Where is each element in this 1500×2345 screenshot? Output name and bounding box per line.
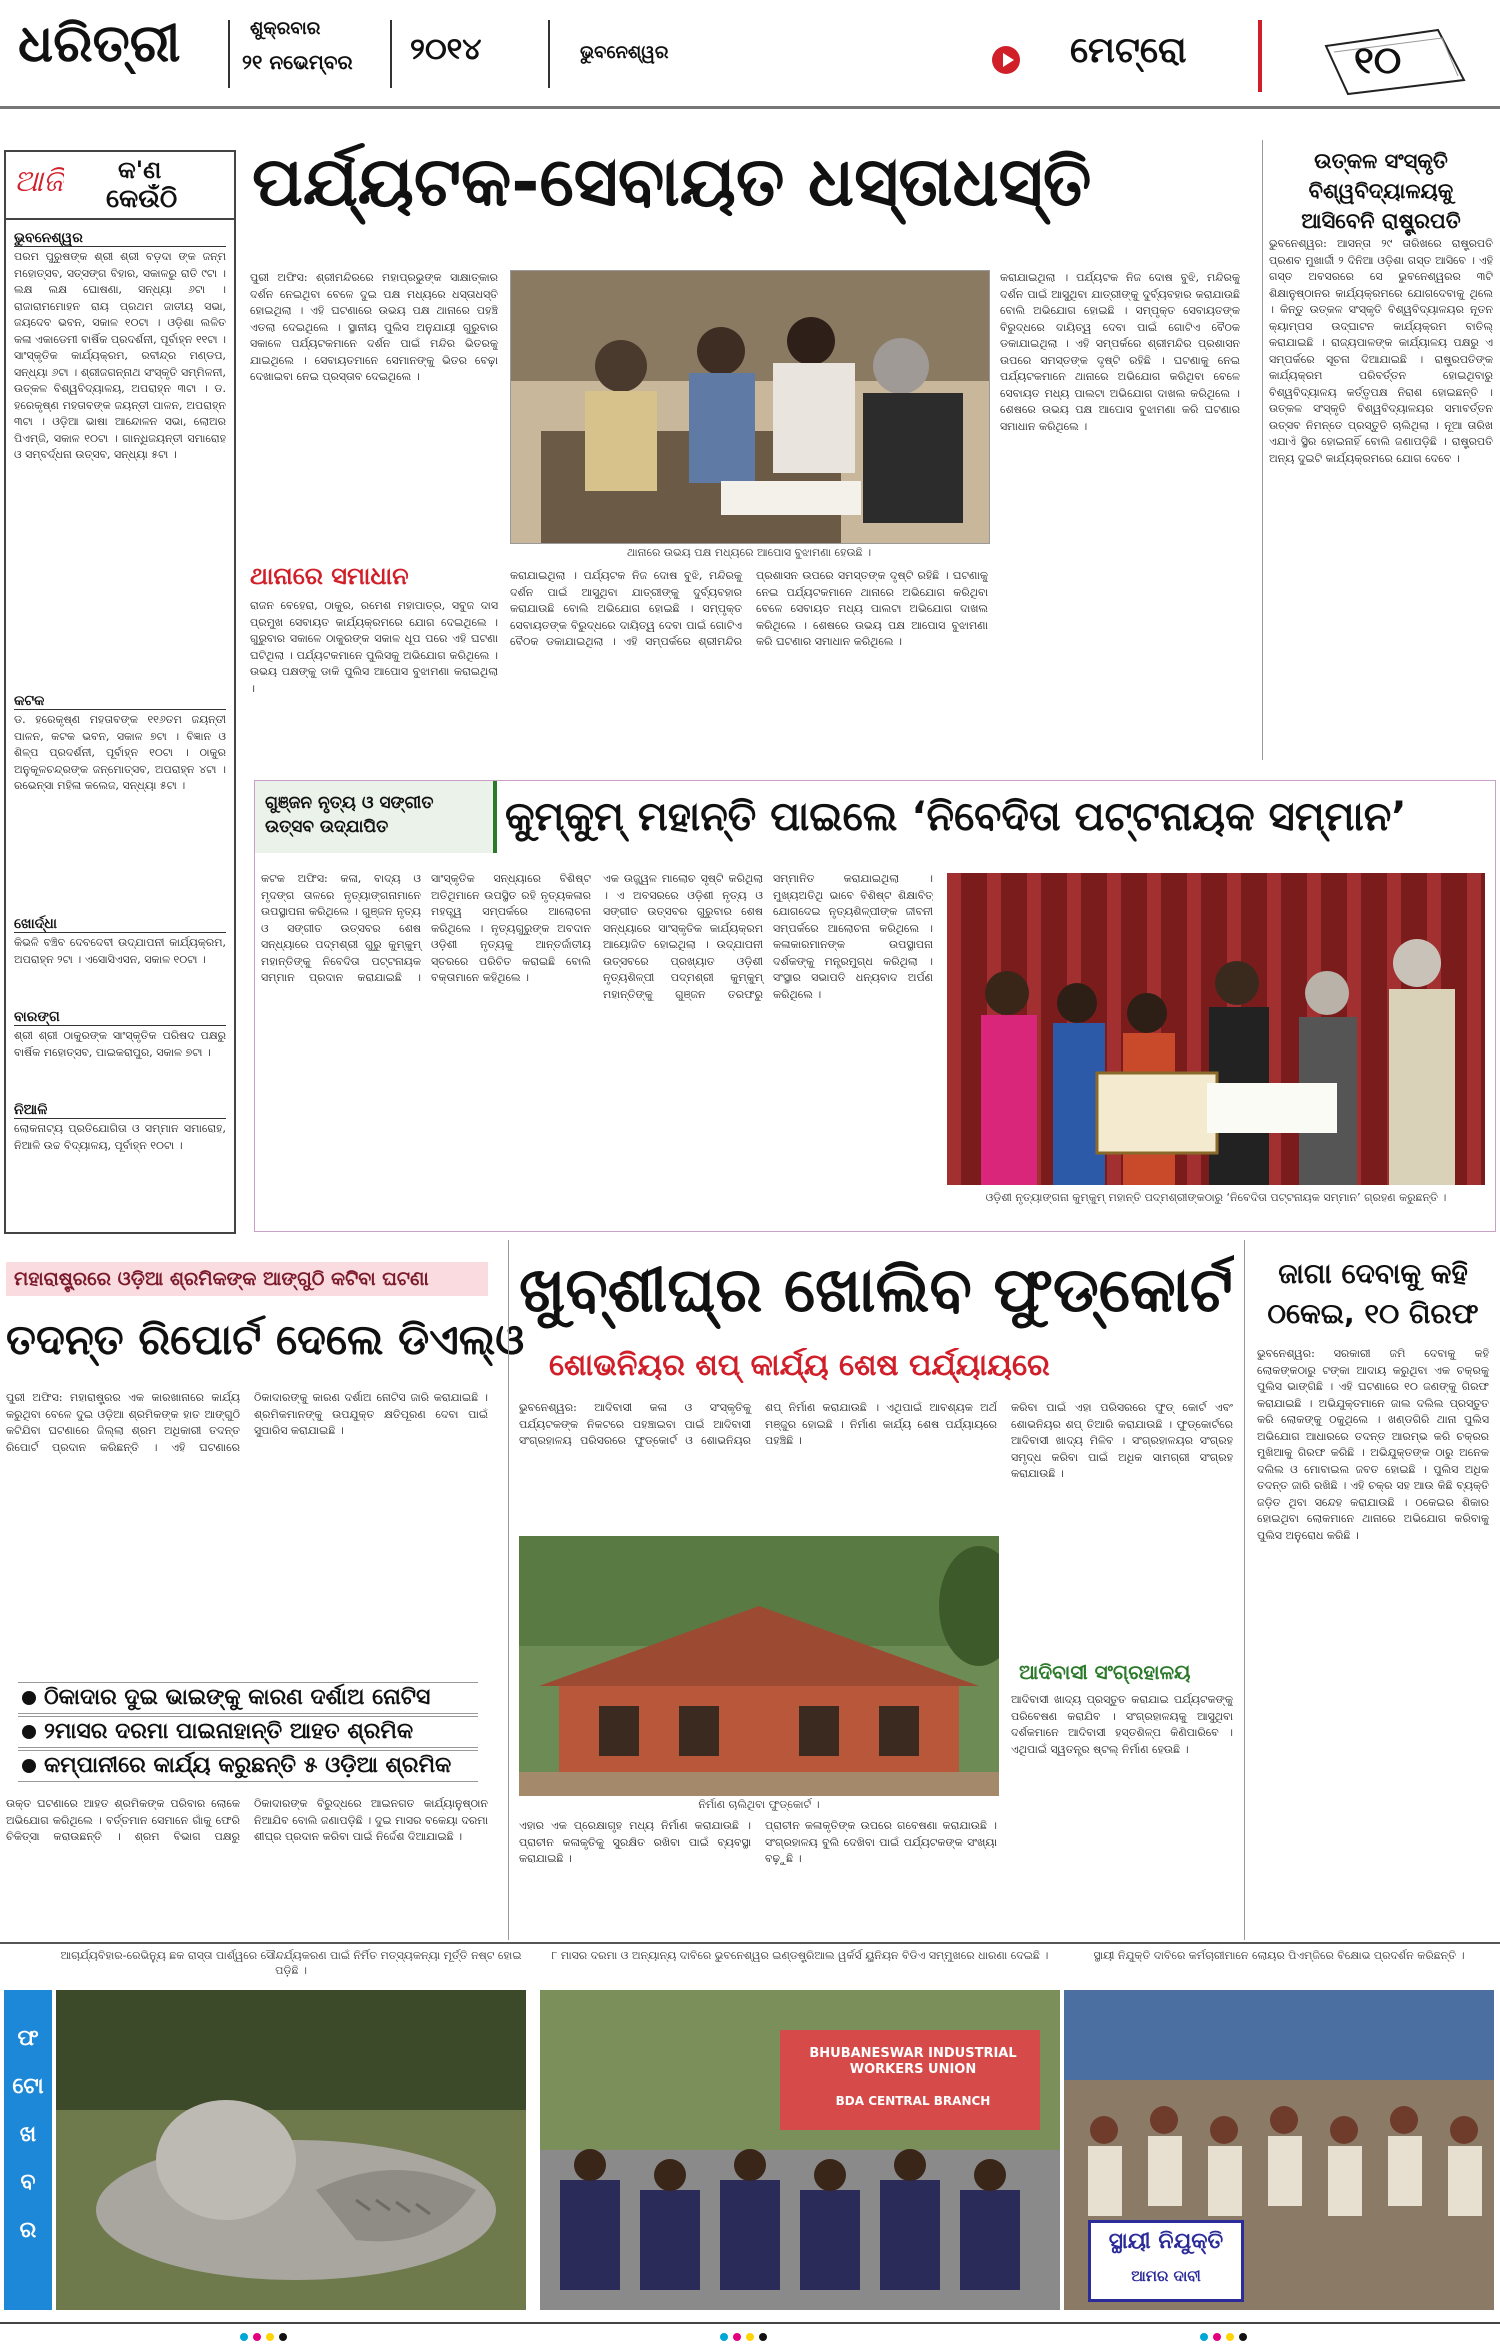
story5-photo (519, 1536, 999, 1796)
sidebar-listings (14, 226, 226, 1226)
story5-subhead: ଶୋଭନିୟର ଶପ୍ କାର୍ଯ୍ୟ ଶେଷ ପର୍ଯ୍ୟାୟରେ (549, 1348, 1050, 1383)
story1-headline: ପର୍ଯ୍ୟଟକ-ସେବାୟତ ଧସ୍ତାଧସ୍ତି (252, 143, 1092, 222)
story4-bullet: କମ୍ପାନୀରେ କାର୍ଯ୍ୟ କରୁଛନ୍ତି ୫ ଓଡ଼ିଆ ଶ୍ରମିକ (18, 1750, 478, 1782)
story4-headline: ତଦନ୍ତ ରିପୋର୍ଟ ଦେଲେ ଡିଏଲ୍‌ଓ (6, 1315, 525, 1364)
sidebar-section-title: ବାରଙ୍ଗ (14, 1009, 226, 1026)
photo-feature (0, 1946, 1500, 2318)
story1-col1: ପୁରୀ ଅଫିସ: ଶ୍ରୀମନ୍ଦିରରେ ମହାପ୍ରଭୁଙ୍କ ସାକ୍ଷାତ୍‌କାର ଦର୍ଶନ ନେଇଥିବା ବେଳେ ଦୁଇ ପକ୍ଷ ମଧ୍ୟରେ ଧସ୍ତାଧସ୍ତି ହୋଇଥିଲା । ଏହି ଘଟଣାରେ ଉଭୟ ପକ୍ଷ ଥାନାରେ ପହଞ୍ଚି ଏତଲା ଦେଇଥିଲେ । ସ୍ଥାନୀୟ ପୁଲିସ ଅନୁଯାୟୀ ଗୁରୁବାର ସକାଳେ ପର୍ଯ୍ୟଟକମାନେ ଦର୍ଶନ ପାଇଁ ମନ୍ଦିର ଭିତରକୁ ଯାଇଥିଲେ । ସେବାୟତମାନେ ସେମାନଙ୍କୁ ଭିତର ବେଢ଼ା ଦେଖାଇବା ନେଇ ପ୍ରସ୍ତାବ ଦେଇଥିଲେ । (250, 271, 498, 383)
story4-bullet: ୨ମାସର ଦରମା ପାଇନାହାନ୍ତି ଆହତ ଶ୍ରମିକ (18, 1716, 478, 1748)
story5-bottom: ଏହାର ଏକ ପ୍ରେକ୍ଷାଗୃହ ମଧ୍ୟ ନିର୍ମାଣ କରାଯାଉଛି । ପ୍ରାଚୀନ କଳାକୃତିକୁ ସୁରକ୍ଷିତ ରଖିବା ପାଇଁ ବ୍ୟବସ୍ଥା କରାଯାଇଛି । (519, 1819, 751, 1865)
bullet-icon (22, 1691, 36, 1705)
story5-headline: ଖୁବ୍‌ଶୀଘ୍ର ଖୋଲିବ ଫୁଡ୍‌କୋର୍ଟ (519, 1253, 1233, 1326)
bullet-icon (22, 1759, 36, 1773)
sidebar-section-body: କିଭଳି ବଞ୍ଚିବ ଦେବଦେବୀ ଉଦ୍‌ଯାପନୀ କାର୍ଯ୍ୟକ୍ରମ, ଅପରାହ୍ନ ୨ଟା । ଏସୋସିଏସନ, ସକାଳ ୧୦ଟା । (14, 936, 226, 966)
events-sidebar (4, 150, 236, 1234)
sidebar-section-title: ଭୁବନେଶ୍ୱର (14, 230, 226, 247)
story2-body: ଭୁବନେଶ୍ୱର: ଆସନ୍ତା ୨୯ ତାରିଖରେ ରାଷ୍ଟ୍ରପତି ପ୍ରଣବ ମୁଖାର୍ଜୀ ୨ ଦିନିଆ ଓଡ଼ିଶା ଗସ୍ତ ଆସିବେ । ଏହି ଗସ୍ତ ଅବସରରେ ସେ ଭୁବନେଶ୍ୱରର ୩ଟି ଶିକ୍ଷାନୁଷ୍ଠାନର କାର୍ଯ୍ୟକ୍ରମରେ ଯୋଗଦେବାକୁ ଥିଲେ । କିନ୍ତୁ ଉତ୍କଳ ସଂସ୍କୃତି ବିଶ୍ୱବିଦ୍ୟାଳୟର ନୂତନ କ୍ୟାମ୍ପସ ଉଦ୍‌ଘାଟନ କାର୍ଯ୍ୟକ୍ରମ ବାତିଲ୍ କରାଯାଇଛି । ରାଜ୍ୟପାଳଙ୍କ କାର୍ଯ୍ୟାଳୟ ପକ୍ଷରୁ ଏ ସମ୍ପର୍କରେ ସୂଚନା ଦିଆଯାଇଛି । ରାଷ୍ଟ୍ରପତିଙ୍କ କାର୍ଯ୍ୟକ୍ରମ ପରିବର୍ତ୍ତନ ହୋଇଥିବାରୁ ବିଶ୍ୱବିଦ୍ୟାଳୟ କର୍ତ୍ତୃପକ୍ଷ ନିରାଶ ହୋଇଛନ୍ତି । ଉତ୍କଳ ସଂସ୍କୃତି ବିଶ୍ୱବିଦ୍ୟାଳୟର ସମାବର୍ତ୍ତନ ଉତ୍ସବ ନିମନ୍ତେ ପ୍ରସ୍ତୁତି ଚାଲିଥିଲା । ନୂଆ ତାରିଖ ଏଯାଏଁ ସ୍ଥିର ହୋଇନାହିଁ ବୋଲି ଜଣାପଡ଼ିଛି । ରାଷ୍ଟ୍ରପତି ଅନ୍ୟ ଦୁଇଟି କାର୍ଯ୍ୟକ୍ରମରେ ଯୋଗ ଦେବେ । (1269, 237, 1493, 465)
story4-kicker: ମହାରାଷ୍ଟ୍ରରେ ଓଡ଼ିଆ ଶ୍ରମିକଙ୍କ ଆଙ୍ଗୁଠି କଟିବା ଘଟଣା (6, 1262, 488, 1296)
story-president-visit (1262, 140, 1495, 760)
protest-banner-text: BHUBANESWAR INDUSTRIAL WORKERS UNION (809, 2046, 1017, 2077)
photo-feature-label-char: ର (19, 2218, 37, 2243)
story6-body: ଭୁବନେଶ୍ୱର: ସରକାରୀ ଜମି ଦେବାକୁ କହି ଲୋକଙ୍କଠାରୁ ଟଙ୍କା ଆଦାୟ କରୁଥିବା ଏକ ଚକ୍ରକୁ ପୁଲିସ ଭାଙ୍ଗିଛି । ଏହି ଘଟଣାରେ ୧୦ ଜଣଙ୍କୁ ଗିରଫ କରାଯାଇଛି । ଅଭିଯୁକ୍ତମାନେ ଜାଲ ଦଲିଲ ପ୍ରସ୍ତୁତ କରି ଲୋକଙ୍କୁ ଠକୁଥିଲେ । ଖଣ୍ଡଗିରି ଥାନା ପୁଲିସ ଅଭିଯୋଗ ଆଧାରରେ ତଦନ୍ତ ଆରମ୍ଭ କରି ଚକ୍ରର ମୁଖିଆକୁ ଗିରଫ କରିଛି । ଅଭିଯୁକ୍ତଙ୍କ ଠାରୁ ଅନେକ ଦଲିଲ ଓ ମୋବାଇଲ ଜବତ ହୋଇଛି । ପୁଲିସ ଅଧିକ ତଦନ୍ତ ଜାରି ରଖିଛି । ଏହି ଚକ୍ର ସହ ଆଉ କିଛି ବ୍ୟକ୍ତି ଜଡ଼ିତ ଥିବା ସନ୍ଦେହ କରାଯାଉଛି । ଠକେଇର ଶିକାର ହୋଇଥିବା ଲୋକମାନେ ଥାନାରେ ଅଭିଯୋଗ କରିବାକୁ ପୁଲିସ ଅନୁରୋଧ କରିଛି । (1257, 1347, 1489, 1542)
play-icon (992, 46, 1020, 74)
sidebar-section-body: ପରମ ପୁରୁଷଙ୍କ ଶ୍ରୀ ଶ୍ରୀ ବଡ଼ଦା ଙ୍କ ଜନ୍ମ ମହୋତ୍ସବ, ସତ୍ସଙ୍ଗ ବିହାର, ସକାଳରୁ ରାତି ୯ଟା । ଲକ୍ଷ ଲକ୍ଷ ଘୋଷଣା, ସନ୍ଧ୍ୟା ୬ଟା । ରାଜାରାମମୋହନ ରାୟ ପ୍ରଥମ ଜାତୀୟ ସଭା, ଜୟଦେବ ଭବନ, ସକାଳ ୧୦ଟା । ଓଡ଼ିଶା ଲଳିତ କଳା ଏକାଡେମୀ ବାର୍ଷିକ ପ୍ରଦର୍ଶନୀ, ପୂର୍ବାହ୍ନ ୧୧ଟା । ସାଂସ୍କୃତିକ କାର୍ଯ୍ୟକ୍ରମ, ରବୀନ୍ଦ୍ର ମଣ୍ଡପ, ସନ୍ଧ୍ୟା ୬ଟା । ଶ୍ରୀଜଗନ୍ନାଥ ସଂସ୍କୃତି ସମ୍ମିଳନୀ, ଉତ୍କଳ ବିଶ୍ୱବିଦ୍ୟାଳୟ, ଅପରାହ୍ନ ୩ଟା । ଡ. ହରେକୃଷ୍ଣ ମହତାବଙ୍କ ଜୟନ୍ତୀ ପାଳନ, ଅପରାହ୍ନ ୩ଟା । ଓଡ଼ିଆ ଭାଷା ଆନ୍ଦୋଳନ ସଭା, ଲୋଅର ପିଏମ୍‌ଜି, ସକାଳ ୧୦ଟା । ଗାନ୍ଧିଜୟନ୍ତୀ ସମାରୋହ ଓ ସମ୍ବର୍ଦ୍ଧନା ଉତ୍ସବ, ସନ୍ଧ୍ୟା ୫ଟା । (14, 250, 226, 461)
photo-feature-caption: ସ୍ଥାୟୀ ନିଯୁକ୍ତି ଦାବିରେ କର୍ମଚାରୀମାନେ ଲୋୟର ପିଏମ୍‌ଜିରେ ବିକ୍ଷୋଭ ପ୍ରଦର୍ଶନ କରିଛନ୍ତି । (1093, 1949, 1465, 1962)
story3-label-box (255, 781, 497, 853)
masthead (0, 0, 1500, 112)
story-tourist-scuffle (250, 130, 1250, 770)
story3-headline: କୁମ୍‌କୁମ୍ ମହାନ୍ତି ପାଇଲେ ‘ନିବେଦିତା ପଟ୍ଟନାୟକ ସମ୍ମାନ’ (505, 794, 1407, 840)
story5-col2: ଆଦିବାସୀ ଖାଦ୍ୟ ପ୍ରସ୍ତୁତ କରାଯାଇ ପର୍ଯ୍ୟଟକଙ୍କୁ ପରିବେଷଣ କରାଯିବ । ସଂଗ୍ରହାଳୟକୁ ଆସୁଥିବା ଦର୍ଶକମାନେ ଆଦିବାସୀ ହସ୍ତଶିଳ୍ପ କିଣିପାରିବେ । ଏଥିପାଇଁ ସ୍ୱତନ୍ତ୍ର ଷ୍ଟଲ୍ ନିର୍ମାଣ ହେଉଛି । (1011, 1693, 1233, 1756)
photo-feature-caption: ଆଚାର୍ଯ୍ୟବିହାର-ରେଭିନ୍ୟୁ ଛକ ରାସ୍ତା ପାର୍ଶ୍ୱରେ ସୌନ୍ଦର୍ଯ୍ୟକରଣ ପାଇଁ ନିର୍ମିତ ମତ୍ସ୍ୟକନ୍ୟା ମୂର୍ତ୍ତି ନଷ୍ଟ ହୋଇ ପଡ଼ିଛି । (60, 1949, 522, 1977)
protest-placard (1088, 2220, 1244, 2302)
sidebar-tag-right-1: କ'ଣ (118, 156, 162, 184)
registration-marks (720, 2326, 780, 2336)
story3-label: ଗୁଞ୍ଜନ ନୃତ୍ୟ ଓ ସଙ୍ଗୀତ ଉତ୍ସବ ଉଦ୍‌ଯାପିତ (265, 793, 434, 837)
story1-col2: କରାଯାଇଥିଲା । ପର୍ଯ୍ୟଟକ ନିଜ ଦୋଷ ବୁଝି, ମନ୍ଦିରକୁ ଦର୍ଶନ ପାଇଁ ଆସୁଥିବା ଯାତ୍ରୀଙ୍କୁ ଦୁର୍ବ୍ୟବହାର କରାଯାଉଛି ବୋଲି ଅଭିଯୋଗ ହୋଇଛି । ସମ୍ପୃକ୍ତ ସେବାୟତଙ୍କ ବିରୁଦ୍ଧରେ ଦାୟିତ୍ୱ ଦେବା ପାଇଁ ଗୋଟିଏ ବୈଠକ ଡକାଯାଇଥିଲା । ଏହି ସମ୍ପର୍କରେ ଶ୍ରୀମନ୍ଦିର ପ୍ରଶାସନ ଉପରେ ସମସ୍ତଙ୍କ ଦୃଷ୍ଟି ରହିଛି । ଘଟଣାକୁ ନେଇ ପର୍ଯ୍ୟଟକମାନେ ଥାନାରେ ଅଭିଯୋଗ କରିଥିବା ବେଳେ ସେବାୟତ ମଧ୍ୟ ପାଲଟା ଅଭିଯୋଗ ଦାଖଲ କରିଥିଲେ । ଶେଷରେ ଉଭୟ ପକ୍ଷ ଆପୋସ ବୁଝାମଣା କରି ଘଟଣାର ସମାଧାନ କରିଥିଲେ । (510, 569, 988, 648)
story3-photo-caption: ଓଡ଼ିଶୀ ନୃତ୍ୟାଙ୍ଗନା କୁମ୍‌କୁମ୍ ମହାନ୍ତି ପଦ୍ମଶ୍ରୀଙ୍କଠାରୁ ‘ନିବେଦିତା ପଟ୍ଟନାୟକ ସମ୍ମାନ’ ଗ୍ରହଣ କରୁଛନ୍ତି । (985, 1191, 1447, 1204)
story1-photo-caption: ଥାନାରେ ଉଭୟ ପକ୍ଷ ମଧ୍ୟରେ ଆପୋସ ବୁଝାମଣା ହେଉଛି । (626, 546, 872, 559)
photo-feature-label-char: ଖ (19, 2122, 37, 2147)
photo-feature-label-char: ଟୋ (12, 2074, 44, 2099)
issue-city: ଭୁବନେଶ୍ୱର (580, 42, 669, 63)
story5-inset-label: ଆଦିବାସୀ ସଂଗ୍ରହାଳୟ (1019, 1660, 1191, 1684)
story-food-court (508, 1240, 1239, 1940)
story2-headline: ଉତ୍କଳ ସଂସ୍କୃତି ବିଶ୍ୱବିଦ୍ୟାଳୟକୁ ଆସିବେନି ରାଷ୍ଟ୍ରପତି (1301, 149, 1461, 233)
issue-date: ୨୧ ନଭେମ୍ବର (242, 50, 353, 74)
photo-feature-caption: ୮ ମାସର ଦରମା ଓ ଅନ୍ୟାନ୍ୟ ଦାବିରେ ଭୁବନେଶ୍ୱର ଇଣ୍ଡଷ୍ଟ୍ରିଆଲ ୱର୍କର୍ସ ୟୁନିୟନ ବିଡିଏ ସମ୍ମୁଖରେ ଧାରଣା ଦେଇଛି । (551, 1949, 1049, 1962)
story5-col1: ଭୁବନେଶ୍ୱର: ଆଦିବାସୀ କଳା ଓ ସଂସ୍କୃତିକୁ ପର୍ଯ୍ୟଟକଙ୍କ ନିକଟରେ ପହଞ୍ଚାଇବା ପାଇଁ ଆଦିବାସୀ ସଂଗ୍ରହାଳୟ ପରିସରରେ ଫୁଡ୍‌କୋର୍ଟ ଓ ଶୋଭନିୟର ଶପ୍ ନିର୍ମାଣ କରାଯାଉଛି । ଏଥିପାଇଁ ଆବଶ୍ୟକ ଅର୍ଥ ମଞ୍ଜୁର ହୋଇଛି । ନିର୍ମାଣ କାର୍ଯ୍ୟ ଶେଷ ପର୍ଯ୍ୟାୟରେ ପହଞ୍ଚିଛି । (519, 1401, 997, 1447)
sidebar-section-body: ଡ. ହରେକୃଷ୍ଣ ମହତାବଙ୍କ ୧୧୬ତମ ଜୟନ୍ତୀ ପାଳନ, କଟକ ଭବନ, ସକାଳ ୭ଟା । ବିଜ୍ଞାନ ଓ ଶିଳ୍ପ ପ୍ରଦର୍ଶନୀ, ପୂର୍ବାହ୍ନ ୧୦ଟା । ଠାକୁର ଅନୁକୂଳଚନ୍ଦ୍ରଙ୍କ ଜନ୍ମୋତ୍ସବ, ଅପରାହ୍ନ ୪ଟା । ରଭେନ୍‌ସା ମହିଳା କଲେଜ, ସନ୍ଧ୍ୟା ୫ଟା । (14, 713, 226, 792)
placard-text: ସ୍ଥାୟୀ ନିଯୁକ୍ତି (1108, 2229, 1224, 2254)
newspaper-logo: ଧରିତ୍ରୀ (18, 14, 181, 74)
story6-headline: ଜାଗା ଦେବାକୁ କହି ଠକେଇ, ୧୦ ଗିରଫ (1267, 1257, 1479, 1330)
sidebar-section-title: କଟକ (14, 693, 226, 710)
footer-rule (0, 2322, 1500, 2324)
story1-col3: କରାଯାଇଥିଲା । ପର୍ଯ୍ୟଟକ ନିଜ ଦୋଷ ବୁଝି, ମନ୍ଦିରକୁ ଦର୍ଶନ ପାଇଁ ଆସୁଥିବା ଯାତ୍ରୀଙ୍କୁ ଦୁର୍ବ୍ୟବହାର କରାଯାଉଛି ବୋଲି ଅଭିଯୋଗ ହୋଇଛି । ସମ୍ପୃକ୍ତ ସେବାୟତଙ୍କ ବିରୁଦ୍ଧରେ ଦାୟିତ୍ୱ ଦେବା ପାଇଁ ଗୋଟିଏ ବୈଠକ ଡକାଯାଇଥିଲା । ଏହି ସମ୍ପର୍କରେ ଶ୍ରୀମନ୍ଦିର ପ୍ରଶାସନ ଉପରେ ସମସ୍ତଙ୍କ ଦୃଷ୍ଟି ରହିଛି । ଘଟଣାକୁ ନେଇ ପର୍ଯ୍ୟଟକମାନେ ଥାନାରେ ଅଭିଯୋଗ କରିଥିବା ବେଳେ ସେବାୟତ ମଧ୍ୟ ପାଲଟା ଅଭିଯୋଗ ଦାଖଲ କରିଥିଲେ । ଶେଷରେ ଉଭୟ ପକ୍ଷ ଆପୋସ ବୁଝାମଣା କରି ଘଟଣାର ସମାଧାନ କରିଥିଲେ । (1000, 271, 1240, 433)
sidebar-section-title: ନିଆଳି (14, 1102, 226, 1119)
sidebar-section-body: ଶ୍ରୀ ଶ୍ରୀ ଠାକୁରଙ୍କ ସାଂସ୍କୃତିକ ପରିଷଦ ପକ୍ଷରୁ ବାର୍ଷିକ ମହୋତ୍ସବ, ପାଇକରାପୁର, ସକାଳ ୭ଟା । (14, 1029, 226, 1059)
registration-marks (1200, 2326, 1260, 2336)
story4-body-bottom: ଉକ୍ତ ଘଟଣାରେ ଆହତ ଶ୍ରମିକଙ୍କ ପରିବାର ଲୋକେ ଅଭିଯୋଗ କରିଥିଲେ । ବର୍ତ୍ତମାନ ସେମାନେ ଗାଁକୁ ଫେରି ଚିକିତ୍ସା କରାଉଛନ୍ତି । ଶ୍ରମ ବିଭାଗ ପକ୍ଷରୁ ଠିକାଦାରଙ୍କ ବିରୁଦ୍ଧରେ ଆଇନଗତ କାର୍ଯ୍ୟାନୁଷ୍ଠାନ ନିଆଯିବ ବୋଲି ଜଣାପଡ଼ିଛି । ଦୁଇ ମାସର ବକେୟା ଦରମା ଶୀଘ୍ର ପ୍ରଦାନ କରିବା ପାଇଁ ନିର୍ଦ୍ଦେଶ ଦିଆଯାଇଛି । (6, 1797, 488, 1843)
story1-subhead: ଥାନାରେ ସମାଧାନ (250, 562, 409, 590)
sidebar-tag-left: ଆଜି (14, 164, 64, 199)
story4-body-top: ପୁରୀ ଅଫିସ: ମହାରାଷ୍ଟ୍ରର ଏକ କାରଖାନାରେ କାର୍ଯ୍ୟ କରୁଥିବା ବେଳେ ଦୁଇ ଓଡ଼ିଆ ଶ୍ରମିକଙ୍କ ହାତ ଆଙ୍ଗୁଠି କଟିଯିବା ଘଟଣାରେ ଜିଲ୍ଲା ଶ୍ରମ ଅଧିକାରୀ ତଦନ୍ତ ରିପୋର୍ଟ ପ୍ରଦାନ କରିଛନ୍ତି । ଏହି ଘଟଣାରେ ଠିକାଦାରଙ୍କୁ କାରଣ ଦର୍ଶାଅ ନୋଟିସ ଜାରି କରାଯାଇଛି । ଶ୍ରମିକମାନଙ୍କୁ ଉପଯୁକ୍ତ କ୍ଷତିପୂରଣ ଦେବା ପାଇଁ ସୁପାରିସ କରାଯାଇଛି । (6, 1391, 488, 1454)
photo-feature-image (1064, 1990, 1494, 2310)
section-name: ମେଟ୍ରୋ (1070, 30, 1187, 71)
story1-photo (510, 270, 990, 544)
protest-banner-sub: BDA CENTRAL BRANCH (835, 2094, 991, 2108)
story-land-fraud (1244, 1240, 1495, 1940)
registration-marks (240, 2326, 300, 2336)
page-number: ୧୦ (1354, 38, 1402, 82)
photo-feature-image (540, 1990, 1060, 2310)
photo-feature-label-char: ଫ (17, 2026, 39, 2051)
story-kumkum-award (254, 780, 1496, 1232)
issue-day: ଶୁକ୍ରବାର (250, 18, 321, 39)
photo-feature-label-char: ବ (20, 2170, 36, 2195)
story3-col1: କଟକ ଅଫିସ: କଳା, ବାଦ୍ୟ ଓ ମୃଦଙ୍ଗ ତାଳରେ ନୃତ୍ୟାଙ୍ଗନାମାନେ ଉପସ୍ଥାପନା କରିଥିଲେ । ଗୁଞ୍ଜନ ନୃତ୍ୟ ଓ ସଙ୍ଗୀତ ଉତ୍ସବର ଶେଷ ସନ୍ଧ୍ୟାରେ ପଦ୍ମଶ୍ରୀ ଗୁରୁ କୁମ୍‌କୁମ୍ ମହାନ୍ତିଙ୍କୁ ନିବେଦିତା ପଟ୍ଟନାୟକ ସମ୍ମାନ ପ୍ରଦାନ କରାଯାଇଛି । ସାଂସ୍କୃତିକ ସନ୍ଧ୍ୟାରେ ବିଶିଷ୍ଟ ଅତିଥିମାନେ ଉପସ୍ଥିତ ରହି ନୃତ୍ୟକଳାର ମହତ୍ତ୍ୱ ସମ୍ପର୍କରେ ଆଲୋଚନା କରିଥିଲେ । ନୃତ୍ୟଗୁରୁଙ୍କ ଅବଦାନ ଓଡ଼ିଶୀ ନୃତ୍ୟକୁ ଆନ୍ତର୍ଜାତୀୟ ସ୍ତରରେ ପରିଚିତ କରାଇଛି ବୋଲି ବକ୍ତାମାନେ କହିଥିଲେ । (261, 872, 591, 984)
issue-year: ୨୦୧୪ (410, 32, 482, 67)
sidebar-header (6, 152, 234, 220)
story3-col2: ଏକ ଉଜ୍ଜ୍ୱଳ ମାଲୋଚ ସୃଷ୍ଟି କରିଥିଲା । ଏ ଅବସରରେ ଓଡ଼ିଶୀ ନୃତ୍ୟ ଓ ସଙ୍ଗୀତ ଉତ୍ସବର ଗୁରୁବାର ଶେଷ ସନ୍ଧ୍ୟାରେ ସାଂସ୍କୃତିକ କାର୍ଯ୍ୟକ୍ରମ ଆୟୋଜିତ ହୋଇଥିଲା । ଉଦ୍‌ଯାପନୀ ଉତ୍ସବରେ ପ୍ରଖ୍ୟାତ ଓଡ଼ିଶୀ ନୃତ୍ୟଶିଳ୍ପୀ ପଦ୍ମଶ୍ରୀ କୁମ୍‌କୁମ୍ ମହାନ୍ତିଙ୍କୁ ଗୁଞ୍ଜନ ତରଫରୁ ସମ୍ମାନିତ କରାଯାଇଥିଲା । ମୁଖ୍ୟଅତିଥି ଭାବେ ବିଶିଷ୍ଟ ଶିକ୍ଷାବିତ୍ ଯୋଗଦେଇ ନୃତ୍ୟଶିଳ୍ପୀଙ୍କ ଜୀବନୀ ସମ୍ପର୍କରେ ଆଲୋଚନା କରିଥିଲେ । କଳାକାରମାନଙ୍କ ଉପସ୍ଥାପନା ଦର୍ଶକଙ୍କୁ ମନ୍ତ୍ରମୁଗ୍ଧ କରିଥିଲା । ସଂସ୍ଥାର ସଭାପତି ଧନ୍ୟବାଦ ଅର୍ପଣ କରିଥିଲେ । (603, 872, 933, 1001)
story4-bullet: ଠିକାଦାର ଦୁଇ ଭାଇଙ୍କୁ କାରଣ ଦର୍ଶାଅ ନୋଟିସ (18, 1682, 478, 1714)
story5-col3: କରିବା ପାଇଁ ଏହା ପରିସରରେ ଫୁଡ୍ କୋର୍ଟ ଏବଂ ଶୋଭନିୟର ଶପ୍ ତିଆରି କରାଯାଉଛି । ଫୁଡ୍‌କୋର୍ଟରେ ଆଦିବାସୀ ଖାଦ୍ୟ ମିଳିବ । ସଂଗ୍ରହାଳୟର ସଂଗ୍ରହ ସମୃଦ୍ଧ କରିବା ପାଇଁ ଅଧିକ ସାମଗ୍ରୀ ସଂଗ୍ରହ କରାଯାଉଛି । (1011, 1401, 1233, 1480)
bullet-icon (22, 1725, 36, 1739)
story1-col1b: ରାଜନ ବେହେରା, ଠାକୁର, ରମେଶ ମହାପାତ୍ର, ସବୁଜ ଦାସ ପ୍ରମୁଖ ସେବାୟତ କାର୍ଯ୍ୟକ୍ରମରେ ଯୋଗ ଦେଇଥିଲେ । ଗୁରୁବାର ସକାଳେ ଠାକୁରଙ୍କ ସକାଳ ଧୂପ ପରେ ଏହି ଘଟଣା ଘଟିଥିଲା । ପର୍ଯ୍ୟଟକମାନେ ପୁଲିସକୁ ଅଭିଯୋଗ କରିଥିଲେ । ଉଭୟ ପକ୍ଷଙ୍କୁ ଡାକି ପୁଲିସ ଆପୋସ ବୁଝାମଣା କରାଇଥିଲା । (250, 599, 498, 695)
sidebar-section-body: ଲୋକନାଟ୍ୟ ପ୍ରତିଯୋଗିତା ଓ ସମ୍ମାନ ସମାରୋହ, ନିଆଳି ଉଚ୍ଚ ବିଦ୍ୟାଳୟ, ପୂର୍ବାହ୍ନ ୧୦ଟା । (14, 1122, 226, 1152)
photo-feature-label (4, 1990, 52, 2310)
photo-feature-image (56, 1990, 526, 2310)
sidebar-tag-right-2: କେଉଁଠି (106, 184, 178, 214)
page-number-card (1318, 26, 1468, 96)
placard-sub: ଆମର ଦାବୀ (1131, 2267, 1201, 2285)
sidebar-section-title: ଖୋର୍ଦ୍ଧା (14, 916, 226, 933)
story5-photo-caption: ନିର୍ମାଣ ଚାଲିଥିବା ଫୁଡ୍‌କୋର୍ଟ । (698, 1798, 820, 1811)
story5-bottom2: ପ୍ରାଚୀନ କଳାକୃତିଙ୍କ ଉପରେ ଗବେଷଣା କରାଯାଉଛି । ସଂଗ୍ରହାଳୟ ବୁଲି ଦେଖିବା ପାଇଁ ପର୍ଯ୍ୟଟକଙ୍କ ସଂଖ୍ୟା ବଢ଼ୁଛି । (765, 1819, 997, 1865)
story3-photo (947, 873, 1485, 1185)
story-dlo-report (0, 1240, 525, 1940)
